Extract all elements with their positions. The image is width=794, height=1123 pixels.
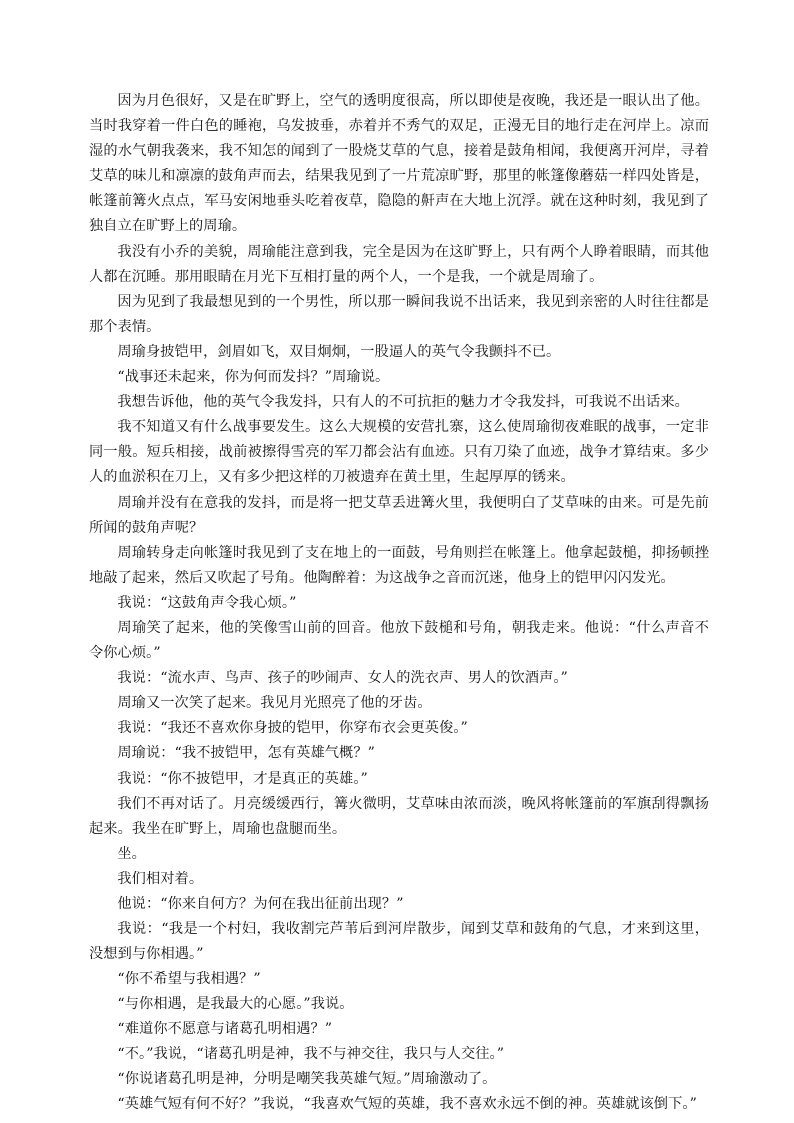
paragraph: 我们不再对话了。月亮缓缓西行，篝火微明，艾草味由浓而淡，晚风将帐篷前的军旗刮得飘扬起来。我坐在旷野上，周瑜也盘腿而坐。 [89, 795, 709, 837]
paragraph: 周瑜身披铠甲，剑眉如飞，双目炯炯，一股逼人的英气令我颤抖不已。 [117, 343, 561, 360]
paragraph: “难道你不愿意与诸葛孔明相遇？” [117, 1021, 333, 1038]
paragraph: 我不知道又有什么战事要发生。这么大规模的安营扎寨，这么使周瑜彻夜难眠的战事，一定非同一般。短兵相接，战前被擦得雪亮的军刀都会沾有血迹。只有刀染了血迹，战争才算结束。多少人的血淤积在刀上，又有多少把这样的刀被遗弃在黄土里，生起厚厚的锈来。 [89, 419, 709, 486]
paragraph: 周瑜并没有在意我的发抖，而是将一把艾草丢进篝火里，我便明白了艾草味的由来。可是先前所闻的鼓角声呢？ [89, 494, 709, 536]
paragraph: 我说：“这鼓角声令我心烦。” [117, 594, 297, 611]
paragraph: 他说：“你来自何方？为何在我出征前出现？” [117, 896, 404, 912]
paragraph: “英雄气短有何不好？”我说，“我喜欢气短的英雄，我不喜欢永远不倒的神。英雄就该倒下。” [117, 1096, 697, 1113]
paragraph: 我们相对着。 [117, 870, 204, 887]
paragraph: 坐。 [117, 845, 146, 862]
paragraph: 我说：“我还不喜欢你身披的铠甲，你穿布衣会更英俊。” [117, 720, 468, 737]
paragraph: 因为见到了我最想见到的一个男性，所以那一瞬间我说不出话来，我见到亲密的人时往往都是那个表情。 [89, 293, 709, 335]
paragraph: 我说：“流水声、鸟声、孩子的吵闹声、女人的洗衣声、男人的饮酒声。” [117, 670, 568, 687]
paragraph: “不。”我说，“诸葛孔明是神，我不与神交往，我只与人交往。” [117, 1046, 505, 1063]
body-text [89, 89, 709, 1117]
paragraph: 周瑜笑了起来，他的笑像雪山前的回音。他放下鼓槌和号角，朝我走来。他说：“什么声音不令你心烦。” [89, 619, 709, 662]
paragraph: “你说诸葛孔明是神，分明是嘲笑我英雄气短。”周瑜激动了。 [117, 1071, 497, 1088]
paragraph: “与你相遇，是我最大的心愿。”我说。 [117, 996, 354, 1013]
paragraph: 我没有小乔的美貌，周瑜能注意到我，完全是因为在这旷野上，只有两个人睁着眼睛，而其他人都在沉睡。那用眼睛在月光下互相打量的两个人，一个是我，一个就是周瑜了。 [89, 243, 709, 285]
paragraph: 我说：“你不披铠甲，才是真正的英雄。” [117, 770, 368, 787]
paragraph: 因为月色很好，又是在旷野上，空气的透明度很高，所以即使是夜晚，我还是一眼认出了他。当时我穿着一件白色的睡袍，乌发披垂，赤着并不秀气的双足，正漫无目的地行走在河岸上。凉而湿的水气朝我袭来，我不知怎的闻到了一股烧艾草的气息，接着是鼓角相闻，我便离开河岸，寻着艾草的味儿和凛凛的鼓角声而去，结果我见到了一片荒凉旷野，那里的帐篷像蘑菇一样四处皆是，帐篷前篝火点点，军马安闲地垂头吃着夜草，隐隐的鼾声在大地上沉浮。就在这种时刻，我见到了独自立在旷野上的周瑜。 [89, 93, 709, 235]
paragraph: 周瑜转身走向帐篷时我见到了支在地上的一面鼓，号角则拦在帐篷上。他拿起鼓槌，抑扬顿挫地敲了起来，然后又吹起了号角。他陶醉着：为这战争之音而沉迷，他身上的铠甲闪闪发光。 [89, 544, 709, 586]
paragraph: “战事还未起来，你为何而发抖？”周瑜说。 [117, 369, 390, 386]
paragraph: “你不希望与我相遇？” [117, 971, 261, 988]
paragraph: 我想告诉他，他的英气令我发抖，只有人的不可抗拒的魅力才令我发抖，可我说不出话来。 [117, 394, 689, 411]
paragraph: 我说：“我是一个村妇，我收割完芦苇后到河岸散步，闻到艾草和鼓角的气息，才来到这里，没想到与你相遇。” [89, 921, 709, 963]
paragraph: 周瑜又一次笑了起来。我见月光照亮了他的牙齿。 [117, 695, 432, 712]
paragraph: 周瑜说：“我不披铠甲，怎有英雄气概？” [117, 745, 375, 762]
